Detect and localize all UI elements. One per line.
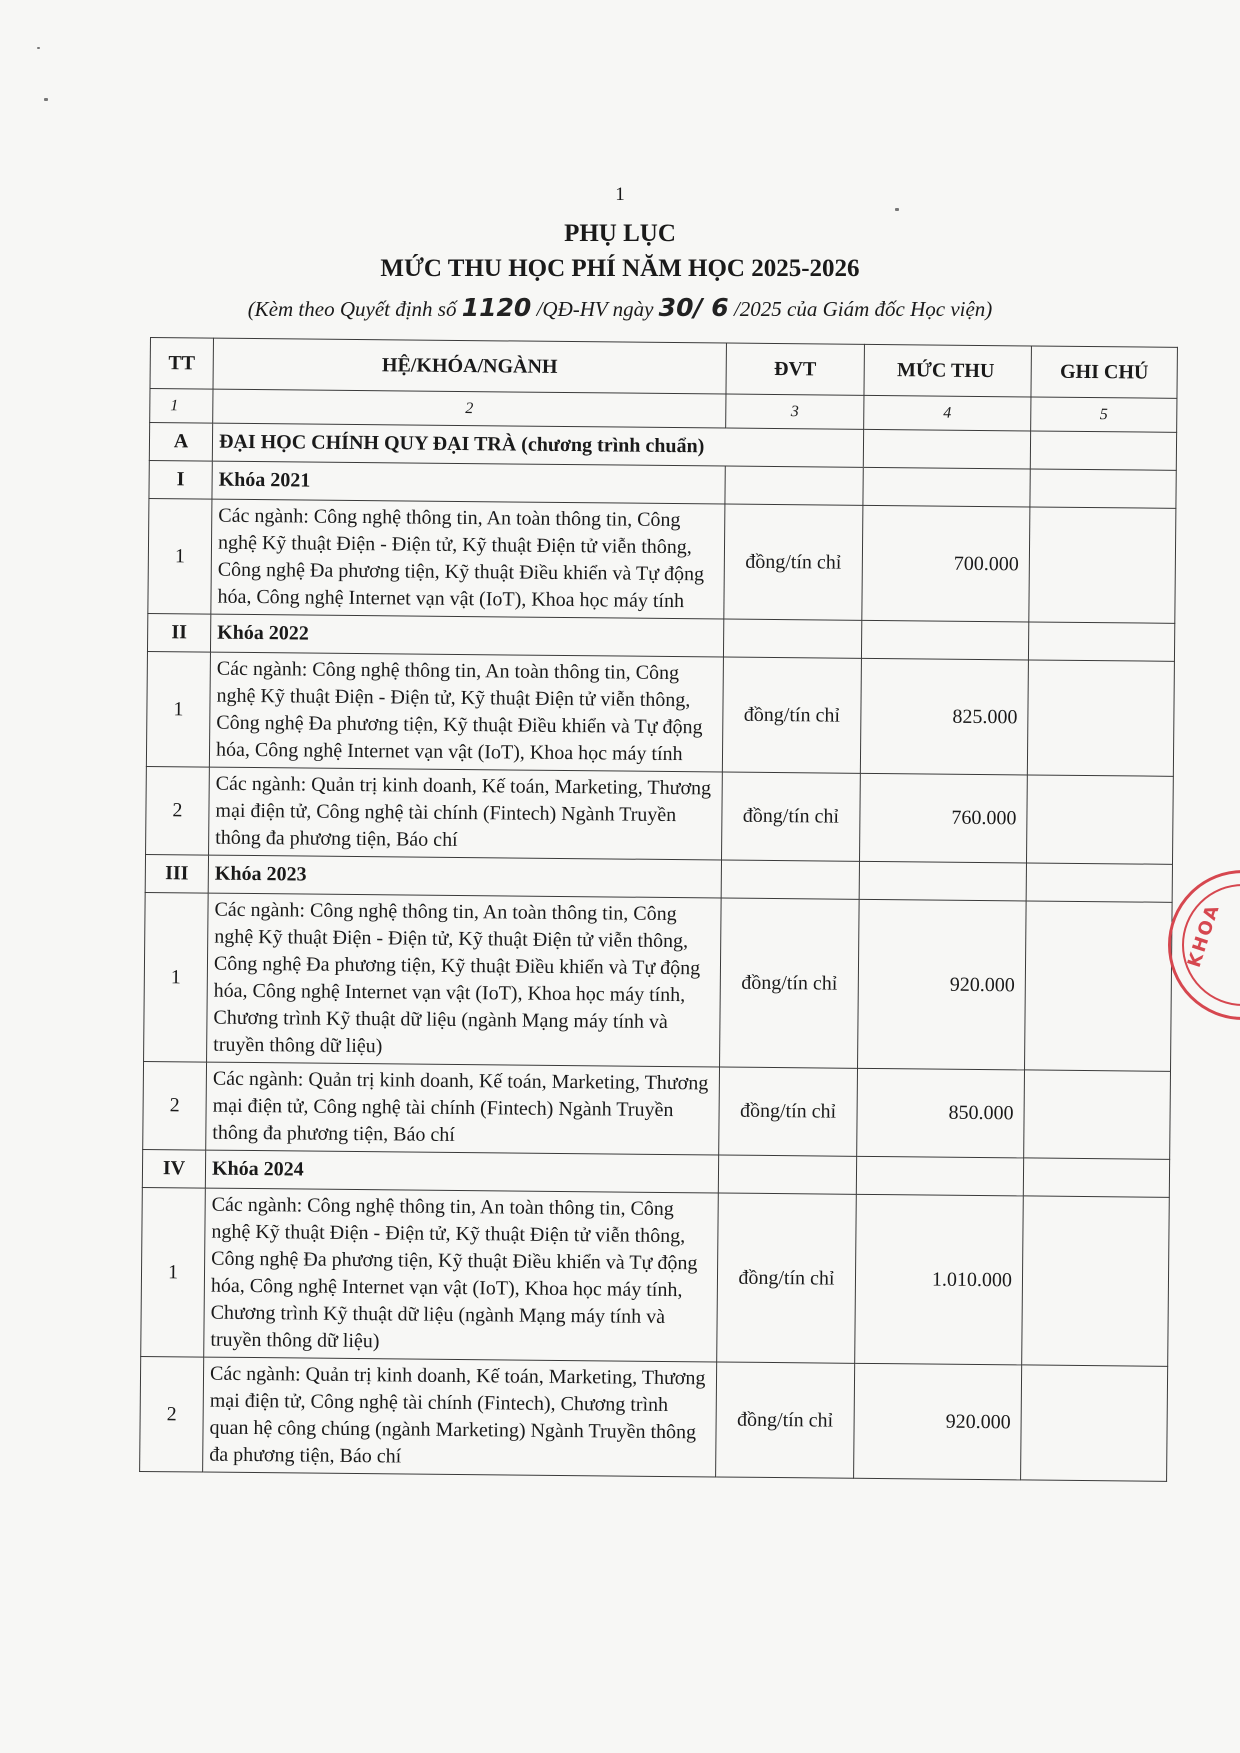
header-program: HỆ/KHÓA/NGÀNH — [213, 338, 726, 394]
appendix-title: PHỤ LỤC — [564, 220, 676, 247]
row-note — [1022, 1196, 1170, 1366]
row-programs: Các ngành: Quản trị kinh doanh, Kế toán, Marketing, Thương mại điện tử, Công nghệ tài chính (Fintech), Chương trình quan hệ công chúng (ngành Marketing) Ngành Truyền thông đa phương tiện, Báo chí — [203, 1357, 717, 1477]
row-programs: Các ngành: Quản trị kinh doanh, Kế toán, Marketing, Thương mại điện tử, Công nghệ tài chính (Fintech) Ngành Truyền thông đa phương tiện, Báo chí — [209, 767, 723, 860]
group-tt: II — [147, 613, 210, 652]
group-label: Khóa 2022 — [210, 614, 723, 657]
column-index: 2 — [213, 389, 726, 428]
table-row — [148, 498, 1176, 623]
column-index: 1 — [150, 389, 213, 424]
group-tt: III — [145, 854, 208, 893]
row-programs: Các ngành: Công nghệ thông tin, An toàn thông tin, Công nghệ Kỹ thuật Điện - Điện tử, Kỹ thuật Điện tử viễn thông, Công nghệ Đa phương tiện, Kỹ thuật Điều khiển và Tự động hóa, Công nghệ Internet vạn vật (IoT), Khoa học máy tính — [211, 499, 725, 619]
header-note: GHI CHÚ — [1031, 346, 1177, 398]
group-label: Khóa 2023 — [208, 855, 721, 898]
row-tt: 2 — [146, 766, 210, 855]
row-note — [1027, 660, 1174, 776]
table-row — [146, 766, 1174, 864]
stamp-text: KHOA — [1183, 900, 1225, 971]
row-fee: 920.000 — [854, 1363, 1022, 1480]
column-index: 5 — [1031, 397, 1177, 432]
subtitle-mid: /QĐ-HV ngày — [536, 297, 654, 321]
row-unit: đồng/tín chỉ — [716, 1362, 855, 1478]
scan-mark — [37, 47, 40, 49]
table-row — [140, 1356, 1168, 1481]
decision-number: 1120 — [461, 293, 532, 322]
row-fee: 760.000 — [859, 773, 1027, 863]
row-fee: 700.000 — [862, 505, 1030, 622]
row-programs: Các ngành: Công nghệ thông tin, An toàn thông tin, Công nghệ Kỹ thuật Điện - Điện tử, Kỹ thuật Điện tử viễn thông, Công nghệ Đa phương tiện, Kỹ thuật Điều khiển và Tự động hóa, Công nghệ Internet vạn vật (IoT), Khoa học máy tính — [209, 652, 723, 772]
subtitle-suffix: /2025 của Giám đốc Học viện) — [733, 297, 993, 321]
header-tt: TT — [150, 338, 213, 390]
decision-reference — [0, 293, 1240, 322]
table-row — [141, 1187, 1170, 1366]
table-row — [146, 651, 1174, 776]
row-note — [1029, 507, 1176, 623]
document-title: MỨC THU HỌC PHÍ NĂM HỌC 2025-2026 — [380, 255, 860, 282]
row-unit: đồng/tín chỉ — [722, 772, 861, 861]
tuition-fee-table — [139, 337, 1178, 1482]
scan-mark — [895, 208, 899, 211]
group-label: Khóa 2021 — [212, 461, 725, 504]
row-note — [1026, 775, 1173, 864]
row-tt: 2 — [143, 1061, 207, 1150]
row-tt: 1 — [141, 1187, 206, 1357]
header-fee: MỨC THU — [864, 344, 1031, 397]
row-unit: đồng/tín chỉ — [717, 1193, 857, 1363]
row-fee: 1.010.000 — [855, 1194, 1024, 1365]
page-number: 1 — [615, 184, 625, 205]
column-index: 3 — [726, 394, 864, 429]
row-unit: đồng/tín chỉ — [720, 898, 860, 1068]
group-label: Khóa 2024 — [205, 1150, 718, 1193]
decision-date: 30/ 6 — [658, 293, 729, 322]
row-tt: 1 — [146, 651, 210, 767]
row-unit: đồng/tín chỉ — [724, 504, 863, 620]
row-note — [1021, 1365, 1168, 1481]
row-unit: đồng/tín chỉ — [722, 657, 861, 773]
row-note — [1025, 901, 1173, 1071]
group-tt: I — [149, 460, 212, 499]
row-programs: Các ngành: Công nghệ thông tin, An toàn thông tin, Công nghệ Kỹ thuật Điện - Điện tử, Kỹ thuật Điện tử viễn thông, Công nghệ Đa phương tiện, Kỹ thuật Điều khiển và Tự động hóa, Công nghệ Internet vạn vật (IoT), Khoa học máy tính, Chương trình Kỹ thuật dữ liệu (ngành Mạng máy tính và truyền thông dữ liệu) — [207, 893, 722, 1067]
row-fee: 850.000 — [857, 1068, 1025, 1158]
row-note — [1024, 1070, 1171, 1159]
row-programs: Các ngành: Công nghệ thông tin, An toàn thông tin, Công nghệ Kỹ thuật Điện - Điện tử, Kỹ thuật Điện tử viễn thông, Công nghệ Đa phương tiện, Kỹ thuật Điều khiển và Tự động hóa, Công nghệ Internet vạn vật (IoT), Khoa học máy tính, Chương trình Kỹ thuật dữ liệu (ngành Mạng máy tính và truyền thông dữ liệu) — [204, 1188, 719, 1362]
row-programs: Các ngành: Quản trị kinh doanh, Kế toán, Marketing, Thương mại điện tử, Công nghệ tài chính (Fintech) Ngành Truyền thông đa phương tiện, Báo chí — [206, 1062, 720, 1155]
table-row — [143, 1061, 1171, 1159]
row-tt: 2 — [140, 1356, 204, 1472]
header-unit: ĐVT — [726, 343, 864, 395]
column-index: 4 — [864, 395, 1031, 431]
row-fee: 920.000 — [858, 899, 1027, 1070]
subtitle-prefix: (Kèm theo Quyết định số — [247, 297, 457, 321]
section-label: ĐẠI HỌC CHÍNH QUY ĐẠI TRÀ (chương trình chuẩn) — [212, 423, 863, 467]
scan-mark — [44, 98, 48, 101]
row-tt: 1 — [148, 498, 212, 614]
table-row — [144, 892, 1173, 1071]
row-fee: 825.000 — [860, 658, 1028, 775]
group-tt: IV — [142, 1149, 205, 1188]
row-unit: đồng/tín chỉ — [719, 1067, 858, 1156]
row-tt: 1 — [144, 892, 209, 1062]
section-tt: A — [149, 423, 212, 462]
